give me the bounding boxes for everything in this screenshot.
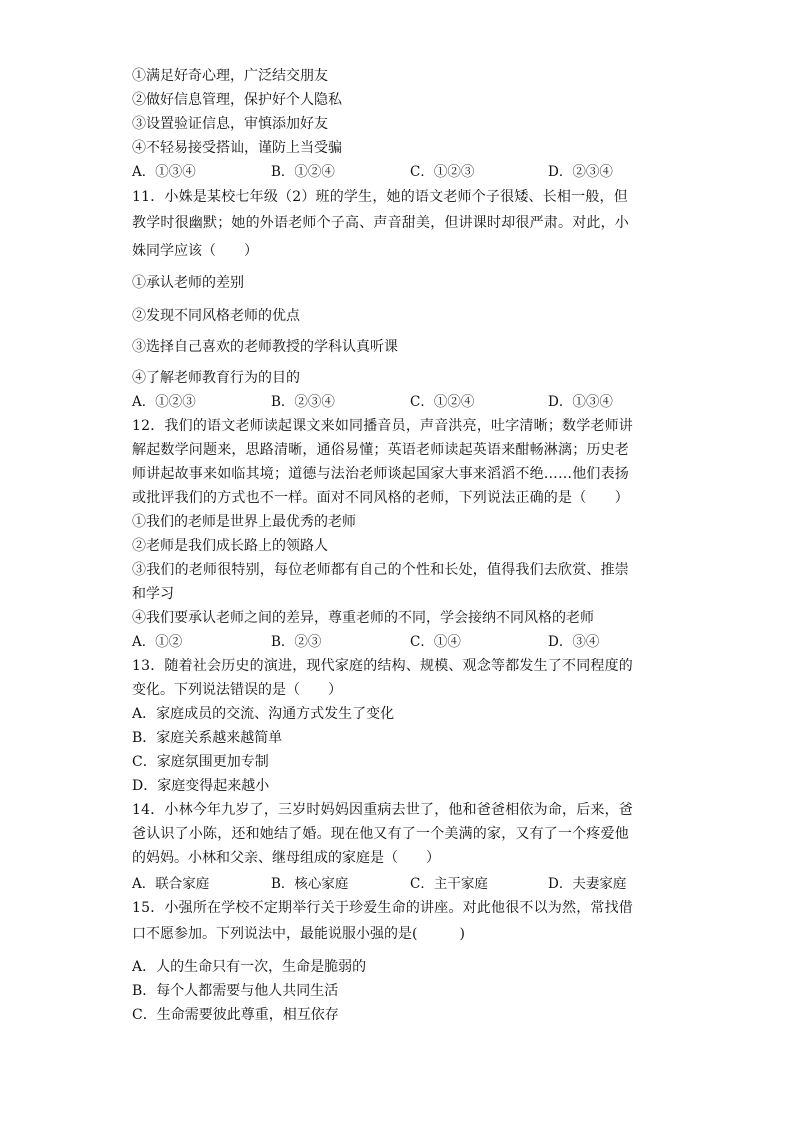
q14-option-a: A．联合家庭 xyxy=(132,876,210,892)
q12-stem-line-1: 12．我们的语文老师读起课文来如同播音员，声音洪亮，吐字清晰；数学老师讲 xyxy=(132,418,634,434)
q11-stem-line-2: 教学时很幽默；她的外语老师个子高、声音甜美，但讲课时却很严肃。对此，小 xyxy=(132,215,629,231)
q11-item-3: ③选择自己喜欢的老师教授的学科认真听课 xyxy=(132,339,398,355)
q14-option-b: B．核心家庭 xyxy=(271,876,349,892)
q12-item-4: ④我们要承认老师之间的差异，尊重老师的不同，学会接纳不同风格的老师 xyxy=(132,610,594,626)
q12-option-c: C．①④ xyxy=(410,634,461,650)
q11-option-b: B．②③④ xyxy=(271,394,335,410)
q14-stem-line-1: 14．小林今年九岁了，三岁时妈妈因重病去世了，他和爸爸相依为命，后来，爸 xyxy=(132,802,634,818)
q14-stem-line-3: 的妈妈。小林和父亲、继母组成的家庭是（ ） xyxy=(132,850,440,866)
q11-item-2: ②发现不同风格老师的优点 xyxy=(132,308,300,324)
q15-option-c: C．生命需要彼此尊重，相互依存 xyxy=(132,1007,339,1023)
q10-item-2: ②做好信息管理，保护好个人隐私 xyxy=(132,92,342,108)
q11-option-c: C．①②④ xyxy=(410,394,475,410)
q12-option-a: A．①② xyxy=(132,634,183,650)
q15-option-a: A．人的生命只有一次，生命是脆弱的 xyxy=(132,959,367,975)
q10-option-a: A．①③④ xyxy=(132,164,196,180)
q14-stem-line-2: 爸认识了小陈，还和她结了婚。现在他又有了一个美满的家，又有了一个疼爱他 xyxy=(132,826,629,842)
q12-item-1: ①我们的老师是世界上最优秀的老师 xyxy=(132,514,356,530)
q10-item-3: ③设置验证信息，审慎添加好友 xyxy=(132,116,328,132)
q12-stem-line-3: 师讲起故事来如临其境；道德与法治老师谈起国家大事来滔滔不绝……他们表扬 xyxy=(132,466,629,482)
q12-stem-line-2: 解起数学问题来，思路清晰，通俗易懂；英语老师读起英语来酣畅淋漓；历史老 xyxy=(132,442,629,458)
q10-item-1: ①满足好奇心理，广泛结交朋友 xyxy=(132,68,328,84)
q14-option-c: C．主干家庭 xyxy=(410,876,488,892)
q11-option-a: A．①②③ xyxy=(132,394,196,410)
q10-option-b: B．①②④ xyxy=(271,164,335,180)
q13-option-d: D．家庭变得起来越小 xyxy=(132,778,270,794)
q14-option-d: D．夫妻家庭 xyxy=(548,876,627,892)
q13-option-c: C．家庭氛围更加专制 xyxy=(132,754,269,770)
q13-option-b: B．家庭关系越来越简单 xyxy=(132,730,283,746)
q15-option-b: B．每个人都需要与他人共同生活 xyxy=(132,983,339,999)
q11-option-d: D．①③④ xyxy=(548,394,613,410)
q13-option-a: A．家庭成员的交流、沟通方式发生了变化 xyxy=(132,706,395,722)
q15-stem-line-2: 口不愿参加。下列说法中，最能说服小强的是( ) xyxy=(132,926,465,942)
q11-stem-line-3: 姝同学应该（ ） xyxy=(132,243,258,259)
q11-item-1: ①承认老师的差别 xyxy=(132,275,244,291)
q13-stem-line-2: 变化。下列说法错误的是（ ） xyxy=(132,682,342,698)
q11-item-4: ④了解老师教育行为的目的 xyxy=(132,370,300,386)
q13-stem-line-1: 13．随着社会历史的演进，现代家庭的结构、规模、观念等都发生了不同程度的 xyxy=(132,658,634,674)
q15-stem-line-1: 15．小强所在学校不定期举行关于珍爱生命的讲座。对此他很不以为然，常找借 xyxy=(132,900,634,916)
q12-item-3-continued: 和学习 xyxy=(132,586,174,602)
q11-stem-line-1: 11．小姝是某校七年级（2）班的学生，她的语文老师个子很矮、长相一般，但 xyxy=(132,189,628,205)
q12-option-b: B．②③ xyxy=(271,634,322,650)
q10-option-d: D．②③④ xyxy=(548,164,613,180)
q12-stem-line-4: 或批评我们的方式也不一样。面对不同风格的老师，下列说法正确的是（ ） xyxy=(132,490,629,506)
q12-item-2: ②老师是我们成长路上的领路人 xyxy=(132,538,328,554)
q12-option-d: D．③④ xyxy=(548,634,600,650)
q12-item-3: ③我们的老师很特别，每位老师都有自己的个性和长处，值得我们去欣赏、推崇 xyxy=(132,562,629,578)
q10-item-4: ④不轻易接受搭讪，谨防上当受骗 xyxy=(132,140,342,156)
q10-option-c: C．①②③ xyxy=(410,164,475,180)
